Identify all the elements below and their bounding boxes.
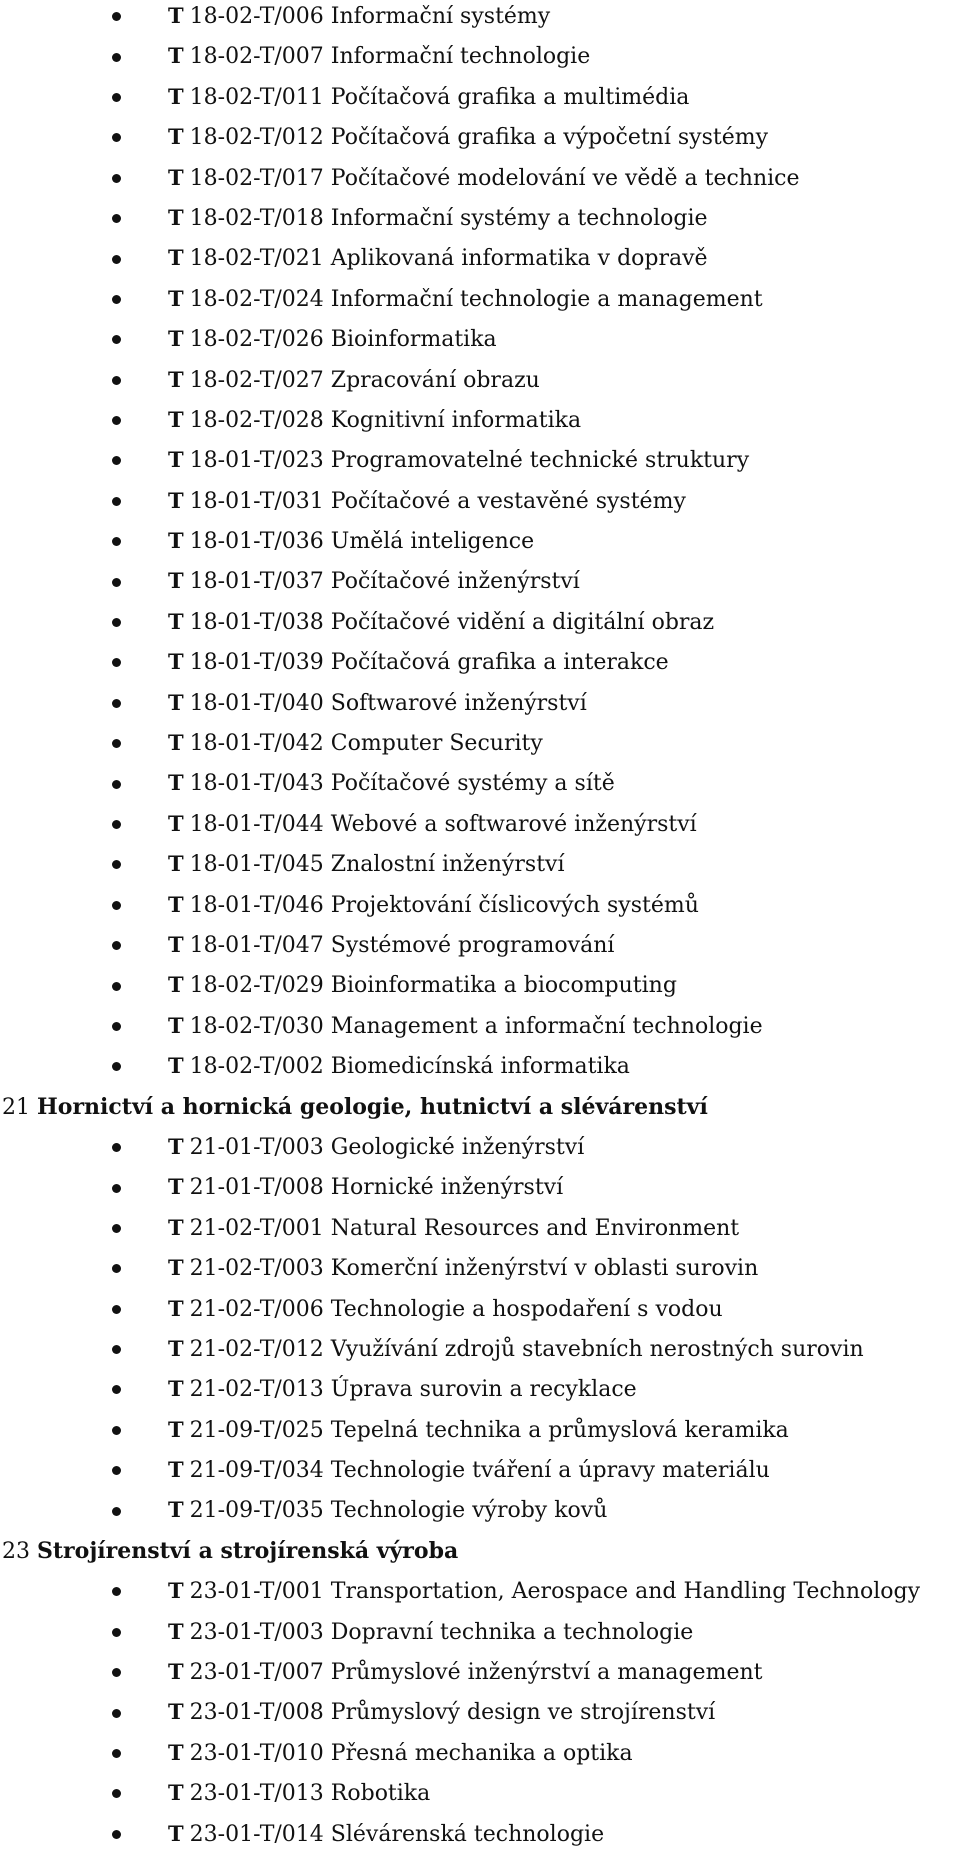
program-type-prefix: T — [168, 1820, 184, 1846]
list-item-text — [168, 198, 708, 239]
bullet-icon — [112, 1830, 121, 1839]
list-item-text — [168, 1773, 430, 1814]
program-type-prefix: T — [168, 447, 184, 473]
program-name: Využívání zdrojů stavebních nerostných surovin — [330, 1336, 864, 1362]
program-type-prefix: T — [168, 1780, 184, 1806]
program-code: 21-02-T/006 — [189, 1296, 324, 1322]
bullet-icon — [112, 53, 121, 62]
program-name: Počítačová grafika a multimédia — [330, 84, 690, 110]
program-type-prefix: T — [168, 285, 184, 311]
bullet-icon — [112, 1749, 121, 1758]
bullet-icon — [112, 1385, 121, 1394]
list-item-text — [168, 723, 543, 764]
list-item-text — [168, 965, 677, 1006]
program-type-prefix: T — [168, 1295, 184, 1321]
list-item — [0, 521, 960, 561]
section-number: 21 — [2, 1094, 30, 1120]
list-item — [0, 77, 960, 117]
list-item-text — [168, 1612, 693, 1653]
program-type-prefix: T — [168, 3, 184, 28]
program-code: 18-01-T/042 — [189, 731, 324, 757]
list-item-text — [168, 925, 614, 966]
program-type-prefix: T — [168, 1457, 184, 1483]
bullet-icon — [112, 1709, 121, 1718]
bullet-icon — [112, 1668, 121, 1677]
list-item — [0, 1369, 960, 1409]
program-code: 18-02-T/011 — [189, 84, 324, 110]
bullet-icon — [112, 1224, 121, 1233]
list-item — [0, 642, 960, 682]
list-item — [0, 1733, 960, 1773]
program-type-prefix: T — [168, 1699, 184, 1725]
program-code: 18-01-T/040 — [189, 690, 324, 716]
program-type-prefix: T — [168, 528, 184, 554]
list-item-text — [168, 238, 708, 279]
list-item — [0, 158, 960, 198]
program-type-prefix: T — [168, 891, 184, 917]
program-type-prefix: T — [168, 1012, 184, 1038]
program-type-prefix: T — [168, 1053, 184, 1079]
list-item — [0, 117, 960, 157]
program-name: Tepelná technika a průmyslová keramika — [330, 1417, 789, 1443]
list-item-text — [168, 1248, 758, 1289]
program-code: 21-01-T/008 — [189, 1175, 324, 1201]
program-code: 23-01-T/007 — [189, 1660, 324, 1686]
program-code: 21-02-T/012 — [189, 1336, 324, 1362]
bullet-icon — [112, 1143, 121, 1152]
bullet-icon — [112, 335, 121, 344]
program-type-prefix: T — [168, 972, 184, 998]
list-item-text — [168, 683, 587, 724]
bullet-icon — [112, 12, 121, 21]
program-name: Počítačové vidění a digitální obraz — [330, 609, 715, 635]
list-item — [0, 1814, 960, 1854]
program-name: Počítačové modelování ve vědě a technice — [330, 165, 800, 191]
program-name: Informační technologie a management — [330, 286, 763, 312]
bullet-icon — [112, 618, 121, 627]
list-item-text — [168, 1127, 584, 1168]
program-type-prefix: T — [168, 1578, 184, 1604]
section-heading — [0, 1531, 960, 1571]
program-name: Znalostní inženýrství — [330, 852, 565, 878]
list-item — [0, 1046, 960, 1086]
program-name: Webové a softwarové inženýrství — [330, 811, 697, 837]
program-code: 23-01-T/013 — [189, 1781, 324, 1807]
program-type-prefix: T — [168, 931, 184, 957]
list-item — [0, 1167, 960, 1207]
program-name: Natural Resources and Environment — [330, 1215, 740, 1241]
program-name: Aplikovaná informatika v dopravě — [330, 246, 708, 272]
program-code: 18-02-T/002 — [189, 1054, 324, 1080]
program-name: Kognitivní informatika — [330, 407, 582, 433]
program-name: Počítačové a vestavěné systémy — [330, 488, 686, 514]
bullet-icon — [112, 295, 121, 304]
program-name: Projektování číslicových systémů — [330, 892, 699, 918]
bullet-icon — [112, 982, 121, 991]
list-item — [0, 1006, 960, 1046]
program-code: 21-01-T/003 — [189, 1134, 324, 1160]
program-code: 18-02-T/028 — [189, 407, 324, 433]
bullet-icon — [112, 1022, 121, 1031]
program-code: 18-01-T/023 — [189, 448, 324, 474]
list-item-text — [168, 885, 699, 926]
list-item-text — [168, 1652, 762, 1693]
list-item-text — [168, 1490, 607, 1531]
bullet-icon — [112, 860, 121, 869]
program-code: 21-09-T/025 — [189, 1417, 324, 1443]
program-code: 21-02-T/013 — [189, 1377, 324, 1403]
bullet-icon — [112, 133, 121, 142]
list-item — [0, 683, 960, 723]
list-item — [0, 400, 960, 440]
program-name: Přesná mechanika a optika — [330, 1740, 633, 1766]
program-name: Komerční inženýrství v oblasti surovin — [330, 1256, 759, 1282]
section-heading — [0, 1087, 960, 1127]
list-item — [0, 36, 960, 76]
list-item-text — [168, 360, 540, 401]
list-item-text — [168, 0, 550, 37]
program-code: 18-02-T/018 — [189, 205, 324, 231]
program-type-prefix: T — [168, 1133, 184, 1159]
program-type-prefix: T — [168, 730, 184, 756]
list-item-text — [168, 1289, 723, 1330]
bullet-icon — [112, 1264, 121, 1273]
program-code: 18-02-T/006 — [189, 4, 324, 29]
section-number: 23 — [2, 1538, 30, 1564]
bullet-icon — [112, 1184, 121, 1193]
bullet-icon — [112, 537, 121, 546]
list-item-text — [168, 1006, 763, 1047]
program-name: Biomedicínská informatika — [330, 1054, 630, 1080]
list-item-text — [168, 804, 697, 845]
program-type-prefix: T — [168, 1659, 184, 1685]
program-name: Hornické inženýrství — [330, 1175, 564, 1201]
program-type-prefix: T — [168, 1739, 184, 1765]
program-name: Průmyslové inženýrství a management — [330, 1660, 763, 1686]
list-item — [0, 1289, 960, 1329]
program-name: Technologie tváření a úpravy materiálu — [330, 1458, 770, 1484]
program-name: Počítačová grafika a interakce — [330, 650, 669, 676]
program-code: 18-02-T/024 — [189, 286, 324, 312]
list-item — [0, 925, 960, 965]
list-item — [0, 1208, 960, 1248]
program-code: 21-09-T/034 — [189, 1458, 324, 1484]
list-item — [0, 763, 960, 803]
program-code: 18-02-T/017 — [189, 165, 324, 191]
program-code: 18-02-T/029 — [189, 973, 324, 999]
program-type-prefix: T — [168, 406, 184, 432]
section-title: Hornictví a hornická geologie, hutnictví a slévárenství — [37, 1093, 708, 1120]
list-item — [0, 561, 960, 601]
bullet-icon — [112, 658, 121, 667]
program-code: 18-01-T/046 — [189, 892, 324, 918]
program-code: 23-01-T/008 — [189, 1700, 324, 1726]
program-type-prefix: T — [168, 608, 184, 634]
list-item-text — [168, 763, 615, 804]
bullet-icon — [112, 739, 121, 748]
list-item — [0, 1248, 960, 1288]
section-title: Strojírenství a strojírenská výroba — [37, 1537, 459, 1564]
list-item-text — [168, 602, 714, 643]
program-name: Slévárenská technologie — [330, 1821, 605, 1847]
bullet-icon — [112, 1587, 121, 1596]
list-item — [0, 1652, 960, 1692]
bullet-icon — [112, 376, 121, 385]
program-name: Bioinformatika — [330, 327, 497, 353]
program-code: 21-09-T/035 — [189, 1498, 324, 1524]
list-item — [0, 723, 960, 763]
program-code: 23-01-T/014 — [189, 1821, 324, 1847]
program-type-prefix: T — [168, 568, 184, 594]
list-item — [0, 1773, 960, 1813]
bullet-icon — [112, 255, 121, 264]
program-code: 18-01-T/043 — [189, 771, 324, 797]
program-name: Informační systémy a technologie — [330, 205, 708, 231]
program-type-prefix: T — [168, 1416, 184, 1442]
program-code: 18-01-T/037 — [189, 569, 324, 595]
program-code: 23-01-T/001 — [189, 1579, 324, 1605]
program-name: Průmyslový design ve strojírenství — [330, 1700, 716, 1726]
program-name: Technologie výroby kovů — [330, 1498, 608, 1524]
program-type-prefix: T — [168, 487, 184, 513]
program-name: Programovatelné technické struktury — [330, 448, 750, 474]
program-code: 23-01-T/003 — [189, 1619, 324, 1645]
list-item — [0, 0, 960, 36]
program-name: Bioinformatika a biocomputing — [330, 973, 677, 999]
list-item-text — [168, 36, 590, 77]
program-type-prefix: T — [168, 1376, 184, 1402]
program-type-prefix: T — [168, 164, 184, 190]
program-name: Počítačové inženýrství — [330, 569, 580, 595]
list-item-text — [168, 1410, 789, 1451]
program-type-prefix: T — [168, 1618, 184, 1644]
program-name: Geologické inženýrství — [330, 1134, 585, 1160]
bullet-icon — [112, 1426, 121, 1435]
list-item-text — [168, 319, 497, 360]
bullet-icon — [112, 901, 121, 910]
program-name: Zpracování obrazu — [330, 367, 540, 393]
program-code: 18-02-T/012 — [189, 125, 324, 151]
list-item — [0, 440, 960, 480]
program-name: Úprava surovin a recyklace — [330, 1377, 637, 1403]
bullet-icon — [112, 941, 121, 950]
list-item — [0, 1329, 960, 1369]
list-item-text — [168, 1167, 563, 1208]
list-item — [0, 319, 960, 359]
list-item — [0, 844, 960, 884]
program-type-prefix: T — [168, 689, 184, 715]
bullet-icon — [112, 1789, 121, 1798]
bullet-icon — [112, 1466, 121, 1475]
program-type-prefix: T — [168, 1255, 184, 1281]
program-name: Informační systémy — [330, 4, 551, 29]
program-type-prefix: T — [168, 83, 184, 109]
list-item-text — [168, 642, 669, 683]
list-item — [0, 1490, 960, 1530]
list-item-text — [168, 1450, 770, 1491]
bullet-icon — [112, 93, 121, 102]
bullet-icon — [112, 780, 121, 789]
program-name: Robotika — [330, 1781, 431, 1807]
list-item — [0, 1571, 960, 1611]
program-type-prefix: T — [168, 1214, 184, 1240]
program-name: Transportation, Aerospace and Handling Technology — [330, 1579, 921, 1605]
program-code: 18-01-T/038 — [189, 609, 324, 635]
program-type-prefix: T — [168, 810, 184, 836]
list-item-text — [168, 279, 763, 320]
list-item — [0, 1692, 960, 1732]
program-code: 18-01-T/039 — [189, 650, 324, 676]
list-item — [0, 804, 960, 844]
list-item-text — [168, 1733, 633, 1774]
list-item-text — [168, 521, 534, 562]
list-item — [0, 1450, 960, 1490]
list-item-text — [168, 1369, 637, 1410]
program-type-prefix: T — [168, 43, 184, 69]
program-type-prefix: T — [168, 1174, 184, 1200]
program-type-prefix: T — [168, 649, 184, 675]
program-type-prefix: T — [168, 1497, 184, 1523]
program-type-prefix: T — [168, 245, 184, 271]
list-item-text — [168, 1814, 604, 1855]
list-item — [0, 1612, 960, 1652]
program-name: Technologie a hospodaření s vodou — [330, 1296, 723, 1322]
list-item-text — [168, 440, 749, 481]
program-code: 18-02-T/026 — [189, 327, 324, 353]
program-code: 18-02-T/030 — [189, 1013, 324, 1039]
program-type-prefix: T — [168, 1335, 184, 1361]
list-item-text — [168, 1046, 630, 1087]
bullet-icon — [112, 416, 121, 425]
list-item-text — [168, 561, 580, 602]
program-name: Management a informační technologie — [330, 1013, 763, 1039]
list-item — [0, 1127, 960, 1167]
bullet-icon — [112, 456, 121, 465]
program-name: Systémové programování — [330, 932, 615, 958]
bullet-icon — [112, 1305, 121, 1314]
program-code: 21-02-T/001 — [189, 1215, 324, 1241]
list-item-text — [168, 1571, 920, 1612]
list-item-text — [168, 1692, 715, 1733]
list-item-text — [168, 400, 581, 441]
program-name: Umělá inteligence — [330, 529, 535, 555]
list-item-text — [168, 1329, 864, 1370]
list-item-text — [168, 117, 768, 158]
program-type-prefix: T — [168, 204, 184, 230]
list-item — [0, 602, 960, 642]
program-code: 18-02-T/007 — [189, 44, 324, 70]
list-item — [0, 360, 960, 400]
bullet-icon — [112, 497, 121, 506]
program-code: 18-01-T/045 — [189, 852, 324, 878]
section-heading-text — [2, 1087, 708, 1128]
list-item — [0, 481, 960, 521]
program-code: 21-02-T/003 — [189, 1256, 324, 1282]
list-item-text — [168, 1208, 739, 1249]
program-code: 18-01-T/036 — [189, 529, 324, 555]
bullet-icon — [112, 578, 121, 587]
bullet-icon — [112, 1628, 121, 1637]
program-code: 18-01-T/044 — [189, 811, 324, 837]
program-code: 18-02-T/027 — [189, 367, 324, 393]
list-item — [0, 198, 960, 238]
program-name: Počítačová grafika a výpočetní systémy — [330, 125, 769, 151]
list-item-text — [168, 844, 565, 885]
bullet-icon — [112, 1062, 121, 1071]
list-item-text — [168, 77, 689, 118]
list-item-text — [168, 158, 800, 199]
bullet-icon — [112, 174, 121, 183]
program-type-prefix: T — [168, 124, 184, 150]
bullet-icon — [112, 699, 121, 708]
bullet-icon — [112, 1345, 121, 1354]
program-type-prefix: T — [168, 770, 184, 796]
section-heading-text — [2, 1531, 458, 1572]
program-code: 18-02-T/021 — [189, 246, 324, 272]
program-type-prefix: T — [168, 366, 184, 392]
list-item — [0, 279, 960, 319]
list-item — [0, 965, 960, 1005]
program-type-prefix: T — [168, 851, 184, 877]
program-name: Počítačové systémy a sítě — [330, 771, 615, 797]
bullet-icon — [112, 1507, 121, 1516]
list-item-text — [168, 481, 686, 522]
list-item — [0, 885, 960, 925]
bullet-icon — [112, 820, 121, 829]
program-name: Computer Security — [330, 731, 543, 757]
list-item — [0, 238, 960, 278]
program-name: Softwarové inženýrství — [330, 690, 587, 716]
program-name: Informační technologie — [330, 44, 591, 70]
bullet-icon — [112, 214, 121, 223]
program-code: 18-01-T/047 — [189, 932, 324, 958]
program-code: 23-01-T/010 — [189, 1740, 324, 1766]
program-type-prefix: T — [168, 326, 184, 352]
program-name: Dopravní technika a technologie — [330, 1619, 694, 1645]
program-code: 18-01-T/031 — [189, 488, 324, 514]
list-item — [0, 1410, 960, 1450]
